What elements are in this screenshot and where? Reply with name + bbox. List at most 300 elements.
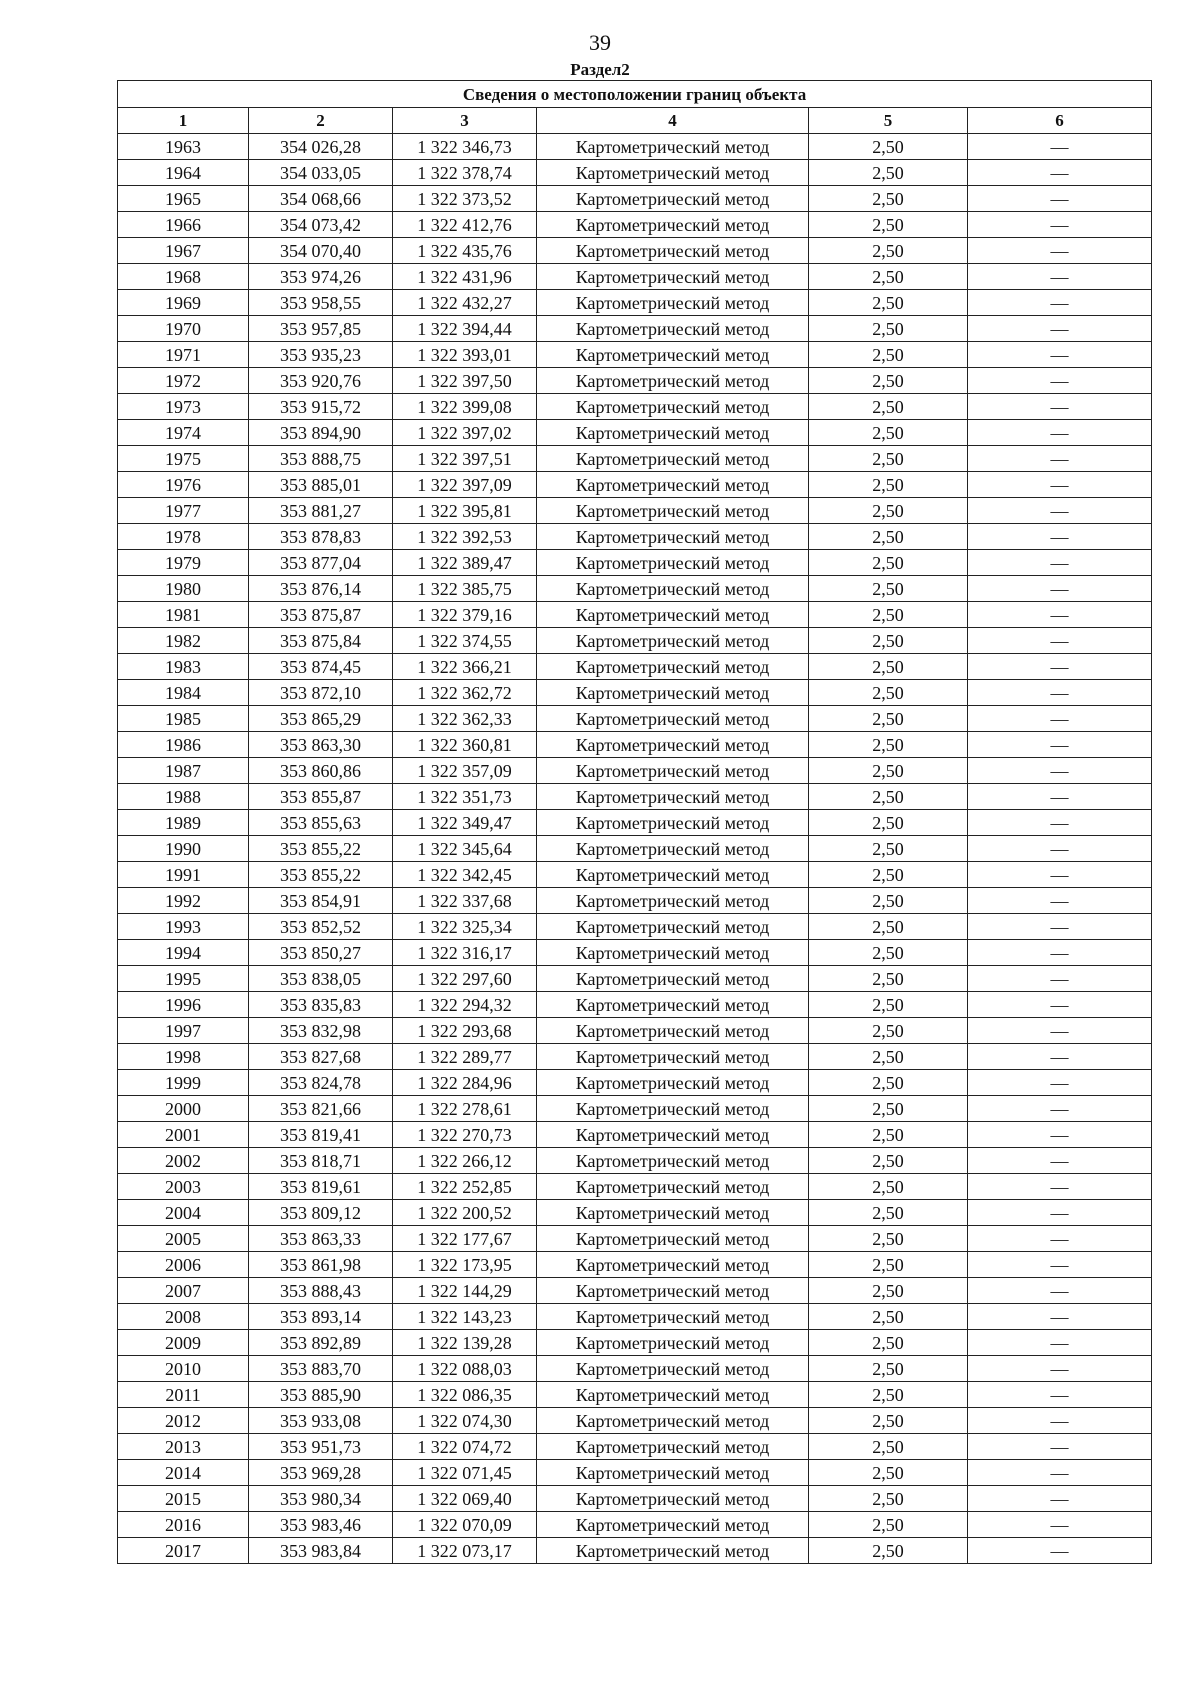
y-coordinate-cell: 1 322 374,55 [393,628,537,654]
table-row [118,654,1152,680]
section-title: Раздел2 [570,60,630,79]
method-cell: Картометрический метод [537,368,809,394]
column-header: 5 [809,108,968,134]
description-cell: — [968,550,1152,576]
x-coordinate-cell: 353 860,86 [249,758,393,784]
y-coordinate-cell: 1 322 362,33 [393,706,537,732]
table-row [118,368,1152,394]
y-coordinate-cell: 1 322 270,73 [393,1122,537,1148]
table-row [118,1408,1152,1434]
y-coordinate-cell: 1 322 366,21 [393,654,537,680]
description-cell: — [968,1122,1152,1148]
x-coordinate-cell: 353 863,33 [249,1226,393,1252]
description-cell: — [968,316,1152,342]
point-number-cell: 2006 [118,1252,249,1278]
table-row [118,472,1152,498]
point-number-cell: 1974 [118,420,249,446]
accuracy-cell: 2,50 [809,524,968,550]
point-number-cell: 1963 [118,134,249,160]
description-cell: — [968,342,1152,368]
description-cell: — [968,134,1152,160]
point-number-cell: 1998 [118,1044,249,1070]
x-coordinate-cell: 353 855,63 [249,810,393,836]
x-coordinate-cell: 353 935,23 [249,342,393,368]
y-coordinate-cell: 1 322 349,47 [393,810,537,836]
method-cell: Картометрический метод [537,1226,809,1252]
point-number-cell: 1992 [118,888,249,914]
description-cell: — [968,1252,1152,1278]
table-row [118,1382,1152,1408]
method-cell: Картометрический метод [537,1330,809,1356]
x-coordinate-cell: 353 874,45 [249,654,393,680]
x-coordinate-cell: 353 920,76 [249,368,393,394]
accuracy-cell: 2,50 [809,134,968,160]
point-number-cell: 1969 [118,290,249,316]
table-row [118,550,1152,576]
method-cell: Картометрический метод [537,550,809,576]
x-coordinate-cell: 353 983,46 [249,1512,393,1538]
accuracy-cell: 2,50 [809,758,968,784]
y-coordinate-cell: 1 322 357,09 [393,758,537,784]
x-coordinate-cell: 353 892,89 [249,1330,393,1356]
description-cell: — [968,290,1152,316]
point-number-cell: 2016 [118,1512,249,1538]
table-row [118,1200,1152,1226]
x-coordinate-cell: 353 821,66 [249,1096,393,1122]
y-coordinate-cell: 1 322 397,02 [393,420,537,446]
description-cell: — [968,1356,1152,1382]
method-cell: Картометрический метод [537,1434,809,1460]
table-row [118,836,1152,862]
x-coordinate-cell: 353 878,83 [249,524,393,550]
column-header: 4 [537,108,809,134]
accuracy-cell: 2,50 [809,1070,968,1096]
table-row [118,1512,1152,1538]
method-cell: Картометрический метод [537,1538,809,1564]
point-number-cell: 1994 [118,940,249,966]
y-coordinate-cell: 1 322 200,52 [393,1200,537,1226]
table-row [118,1070,1152,1096]
x-coordinate-cell: 353 835,83 [249,992,393,1018]
table-row [118,680,1152,706]
description-cell: — [968,628,1152,654]
accuracy-cell: 2,50 [809,680,968,706]
accuracy-cell: 2,50 [809,914,968,940]
y-coordinate-cell: 1 322 088,03 [393,1356,537,1382]
table-row [118,238,1152,264]
y-coordinate-cell: 1 322 392,53 [393,524,537,550]
description-cell: — [968,1278,1152,1304]
x-coordinate-cell: 353 957,85 [249,316,393,342]
description-cell: — [968,654,1152,680]
description-cell: — [968,1226,1152,1252]
caption-row [118,81,1152,108]
x-coordinate-cell: 353 894,90 [249,420,393,446]
table-row [118,420,1152,446]
x-coordinate-cell: 353 951,73 [249,1434,393,1460]
method-cell: Картометрический метод [537,1382,809,1408]
description-cell: — [968,1538,1152,1564]
table-body [118,134,1152,1564]
table-row [118,264,1152,290]
y-coordinate-cell: 1 322 316,17 [393,940,537,966]
point-number-cell: 1973 [118,394,249,420]
x-coordinate-cell: 353 888,75 [249,446,393,472]
accuracy-cell: 2,50 [809,654,968,680]
y-coordinate-cell: 1 322 337,68 [393,888,537,914]
header-row [118,108,1152,134]
y-coordinate-cell: 1 322 399,08 [393,394,537,420]
accuracy-cell: 2,50 [809,1486,968,1512]
accuracy-cell: 2,50 [809,1044,968,1070]
x-coordinate-cell: 353 865,29 [249,706,393,732]
x-coordinate-cell: 354 033,05 [249,160,393,186]
description-cell: — [968,1018,1152,1044]
y-coordinate-cell: 1 322 362,72 [393,680,537,706]
table-row [118,1460,1152,1486]
x-coordinate-cell: 353 818,71 [249,1148,393,1174]
point-number-cell: 1984 [118,680,249,706]
point-number-cell: 2001 [118,1122,249,1148]
table-caption: Сведения о местоположении границ объекта [118,81,1152,108]
table-row [118,1018,1152,1044]
table-row [118,1148,1152,1174]
accuracy-cell: 2,50 [809,290,968,316]
accuracy-cell: 2,50 [809,1174,968,1200]
accuracy-cell: 2,50 [809,238,968,264]
table-row [118,940,1152,966]
description-cell: — [968,940,1152,966]
y-coordinate-cell: 1 322 432,27 [393,290,537,316]
point-number-cell: 1986 [118,732,249,758]
description-cell: — [968,1070,1152,1096]
description-cell: — [968,1330,1152,1356]
description-cell: — [968,264,1152,290]
table-row [118,1278,1152,1304]
table-row [118,498,1152,524]
y-coordinate-cell: 1 322 397,50 [393,368,537,394]
accuracy-cell: 2,50 [809,992,968,1018]
accuracy-cell: 2,50 [809,1356,968,1382]
accuracy-cell: 2,50 [809,602,968,628]
boundary-coordinates-table [117,80,1152,1564]
method-cell: Картометрический метод [537,758,809,784]
point-number-cell: 1991 [118,862,249,888]
accuracy-cell: 2,50 [809,1122,968,1148]
y-coordinate-cell: 1 322 395,81 [393,498,537,524]
table-row [118,1096,1152,1122]
x-coordinate-cell: 353 958,55 [249,290,393,316]
point-number-cell: 1970 [118,316,249,342]
description-cell: — [968,732,1152,758]
method-cell: Картометрический метод [537,914,809,940]
point-number-cell: 1977 [118,498,249,524]
description-cell: — [968,1148,1152,1174]
point-number-cell: 1988 [118,784,249,810]
y-coordinate-cell: 1 322 293,68 [393,1018,537,1044]
description-cell: — [968,966,1152,992]
method-cell: Картометрический метод [537,238,809,264]
accuracy-cell: 2,50 [809,368,968,394]
point-number-cell: 2012 [118,1408,249,1434]
y-coordinate-cell: 1 322 325,34 [393,914,537,940]
accuracy-cell: 2,50 [809,1226,968,1252]
point-number-cell: 1993 [118,914,249,940]
y-coordinate-cell: 1 322 378,74 [393,160,537,186]
y-coordinate-cell: 1 322 289,77 [393,1044,537,1070]
description-cell: — [968,810,1152,836]
description-cell: — [968,1434,1152,1460]
accuracy-cell: 2,50 [809,264,968,290]
column-header: 1 [118,108,249,134]
x-coordinate-cell: 353 980,34 [249,1486,393,1512]
description-cell: — [968,186,1152,212]
method-cell: Картометрический метод [537,1096,809,1122]
point-number-cell: 2005 [118,1226,249,1252]
method-cell: Картометрический метод [537,290,809,316]
method-cell: Картометрический метод [537,1174,809,1200]
point-number-cell: 2013 [118,1434,249,1460]
x-coordinate-cell: 353 855,87 [249,784,393,810]
method-cell: Картометрический метод [537,134,809,160]
method-cell: Картометрический метод [537,1200,809,1226]
method-cell: Картометрический метод [537,1278,809,1304]
table-row [118,316,1152,342]
y-coordinate-cell: 1 322 073,17 [393,1538,537,1564]
x-coordinate-cell: 353 850,27 [249,940,393,966]
x-coordinate-cell: 354 070,40 [249,238,393,264]
method-cell: Картометрический метод [537,1486,809,1512]
method-cell: Картометрический метод [537,446,809,472]
table-row [118,290,1152,316]
accuracy-cell: 2,50 [809,810,968,836]
table-row [118,732,1152,758]
x-coordinate-cell: 353 885,90 [249,1382,393,1408]
method-cell: Картометрический метод [537,680,809,706]
y-coordinate-cell: 1 322 397,09 [393,472,537,498]
point-number-cell: 1966 [118,212,249,238]
accuracy-cell: 2,50 [809,1018,968,1044]
method-cell: Картометрический метод [537,212,809,238]
accuracy-cell: 2,50 [809,1512,968,1538]
accuracy-cell: 2,50 [809,1096,968,1122]
x-coordinate-cell: 353 819,41 [249,1122,393,1148]
description-cell: — [968,1200,1152,1226]
point-number-cell: 1987 [118,758,249,784]
x-coordinate-cell: 353 863,30 [249,732,393,758]
table-row [118,758,1152,784]
method-cell: Картометрический метод [537,186,809,212]
accuracy-cell: 2,50 [809,576,968,602]
x-coordinate-cell: 353 838,05 [249,966,393,992]
description-cell: — [968,1174,1152,1200]
x-coordinate-cell: 353 883,70 [249,1356,393,1382]
y-coordinate-cell: 1 322 144,29 [393,1278,537,1304]
method-cell: Картометрический метод [537,706,809,732]
method-cell: Картометрический метод [537,992,809,1018]
description-cell: — [968,1096,1152,1122]
y-coordinate-cell: 1 322 139,28 [393,1330,537,1356]
point-number-cell: 2008 [118,1304,249,1330]
point-number-cell: 1997 [118,1018,249,1044]
y-coordinate-cell: 1 322 360,81 [393,732,537,758]
x-coordinate-cell: 353 888,43 [249,1278,393,1304]
method-cell: Картометрический метод [537,394,809,420]
point-number-cell: 1975 [118,446,249,472]
method-cell: Картометрический метод [537,1408,809,1434]
x-coordinate-cell: 353 827,68 [249,1044,393,1070]
method-cell: Картометрический метод [537,1512,809,1538]
y-coordinate-cell: 1 322 071,45 [393,1460,537,1486]
point-number-cell: 1981 [118,602,249,628]
x-coordinate-cell: 353 969,28 [249,1460,393,1486]
method-cell: Картометрический метод [537,836,809,862]
x-coordinate-cell: 353 872,10 [249,680,393,706]
y-coordinate-cell: 1 322 252,85 [393,1174,537,1200]
accuracy-cell: 2,50 [809,706,968,732]
y-coordinate-cell: 1 322 177,67 [393,1226,537,1252]
point-number-cell: 1968 [118,264,249,290]
table-row [118,784,1152,810]
table-row [118,966,1152,992]
x-coordinate-cell: 354 068,66 [249,186,393,212]
accuracy-cell: 2,50 [809,1148,968,1174]
y-coordinate-cell: 1 322 393,01 [393,342,537,368]
method-cell: Картометрический метод [537,602,809,628]
table-row [118,914,1152,940]
y-coordinate-cell: 1 322 143,23 [393,1304,537,1330]
y-coordinate-cell: 1 322 278,61 [393,1096,537,1122]
table-row [118,524,1152,550]
table-row [118,1122,1152,1148]
method-cell: Картометрический метод [537,1070,809,1096]
accuracy-cell: 2,50 [809,550,968,576]
method-cell: Картометрический метод [537,264,809,290]
table-row [118,160,1152,186]
method-cell: Картометрический метод [537,160,809,186]
table-row [118,1044,1152,1070]
x-coordinate-cell: 353 875,87 [249,602,393,628]
point-number-cell: 2014 [118,1460,249,1486]
point-number-cell: 2010 [118,1356,249,1382]
point-number-cell: 1972 [118,368,249,394]
description-cell: — [968,238,1152,264]
y-coordinate-cell: 1 322 266,12 [393,1148,537,1174]
y-coordinate-cell: 1 322 385,75 [393,576,537,602]
method-cell: Картометрический метод [537,940,809,966]
table-row [118,1304,1152,1330]
table-row [118,1174,1152,1200]
method-cell: Картометрический метод [537,1148,809,1174]
point-number-cell: 2017 [118,1538,249,1564]
accuracy-cell: 2,50 [809,966,968,992]
method-cell: Картометрический метод [537,1356,809,1382]
description-cell: — [968,914,1152,940]
x-coordinate-cell: 354 026,28 [249,134,393,160]
method-cell: Картометрический метод [537,576,809,602]
accuracy-cell: 2,50 [809,1408,968,1434]
y-coordinate-cell: 1 322 397,51 [393,446,537,472]
description-cell: — [968,1460,1152,1486]
accuracy-cell: 2,50 [809,498,968,524]
y-coordinate-cell: 1 322 284,96 [393,1070,537,1096]
y-coordinate-cell: 1 322 412,76 [393,212,537,238]
table-row [118,1486,1152,1512]
table-row [118,888,1152,914]
x-coordinate-cell: 353 974,26 [249,264,393,290]
description-cell: — [968,1486,1152,1512]
accuracy-cell: 2,50 [809,940,968,966]
y-coordinate-cell: 1 322 294,32 [393,992,537,1018]
accuracy-cell: 2,50 [809,160,968,186]
point-number-cell: 1964 [118,160,249,186]
y-coordinate-cell: 1 322 297,60 [393,966,537,992]
accuracy-cell: 2,50 [809,316,968,342]
method-cell: Картометрический метод [537,1460,809,1486]
table-row [118,628,1152,654]
x-coordinate-cell: 353 875,84 [249,628,393,654]
point-number-cell: 1983 [118,654,249,680]
accuracy-cell: 2,50 [809,1304,968,1330]
description-cell: — [968,446,1152,472]
point-number-cell: 1995 [118,966,249,992]
point-number-cell: 1989 [118,810,249,836]
x-coordinate-cell: 353 881,27 [249,498,393,524]
description-cell: — [968,368,1152,394]
method-cell: Картометрический метод [537,472,809,498]
y-coordinate-cell: 1 322 173,95 [393,1252,537,1278]
method-cell: Картометрический метод [537,654,809,680]
x-coordinate-cell: 353 915,72 [249,394,393,420]
method-cell: Картометрический метод [537,628,809,654]
description-cell: — [968,212,1152,238]
x-coordinate-cell: 353 885,01 [249,472,393,498]
table-row [118,212,1152,238]
point-number-cell: 1965 [118,186,249,212]
point-number-cell: 1976 [118,472,249,498]
y-coordinate-cell: 1 322 389,47 [393,550,537,576]
description-cell: — [968,1408,1152,1434]
x-coordinate-cell: 353 855,22 [249,836,393,862]
accuracy-cell: 2,50 [809,1538,968,1564]
accuracy-cell: 2,50 [809,186,968,212]
y-coordinate-cell: 1 322 074,30 [393,1408,537,1434]
accuracy-cell: 2,50 [809,836,968,862]
table-row [118,810,1152,836]
method-cell: Картометрический метод [537,524,809,550]
y-coordinate-cell: 1 322 435,76 [393,238,537,264]
y-coordinate-cell: 1 322 394,44 [393,316,537,342]
x-coordinate-cell: 353 855,22 [249,862,393,888]
y-coordinate-cell: 1 322 086,35 [393,1382,537,1408]
x-coordinate-cell: 354 073,42 [249,212,393,238]
x-coordinate-cell: 353 893,14 [249,1304,393,1330]
table-row [118,186,1152,212]
accuracy-cell: 2,50 [809,888,968,914]
point-number-cell: 2003 [118,1174,249,1200]
table-row [118,342,1152,368]
y-coordinate-cell: 1 322 342,45 [393,862,537,888]
x-coordinate-cell: 353 852,52 [249,914,393,940]
accuracy-cell: 2,50 [809,1434,968,1460]
description-cell: — [968,1512,1152,1538]
table-row [118,706,1152,732]
table-row [118,602,1152,628]
y-coordinate-cell: 1 322 431,96 [393,264,537,290]
accuracy-cell: 2,50 [809,472,968,498]
x-coordinate-cell: 353 809,12 [249,1200,393,1226]
x-coordinate-cell: 353 819,61 [249,1174,393,1200]
